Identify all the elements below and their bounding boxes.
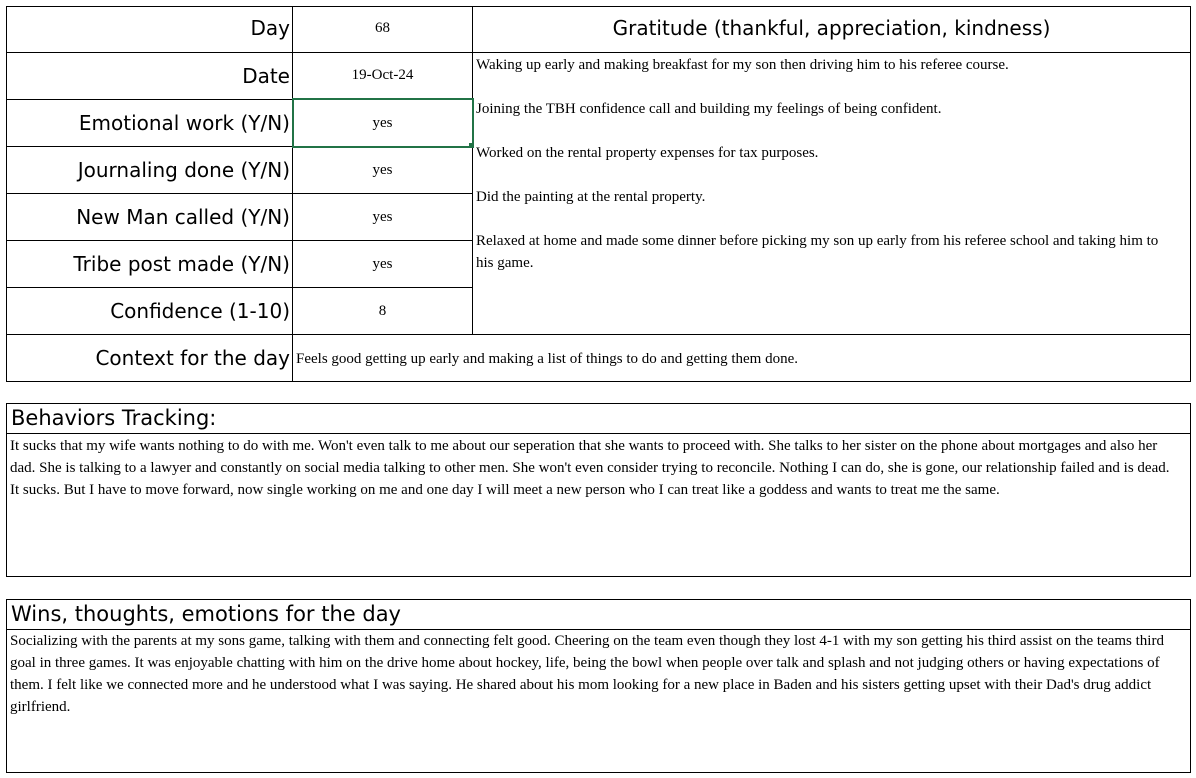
row-label: Day bbox=[250, 16, 290, 40]
fill-handle[interactable] bbox=[469, 143, 474, 148]
table-col-sep-1 bbox=[292, 6, 293, 382]
table-col-sep-2 bbox=[472, 6, 473, 335]
wins-title: Wins, thoughts, emotions for the day bbox=[11, 602, 401, 626]
value-tribe-post[interactable]: yes bbox=[372, 256, 393, 272]
row-tribe-post bbox=[6, 241, 290, 287]
behaviors-section bbox=[6, 403, 1191, 577]
value-confidence[interactable]: 8 bbox=[378, 303, 387, 319]
gratitude-item[interactable]: Did the painting at the rental property. bbox=[476, 189, 706, 205]
row-label: Date bbox=[242, 64, 290, 88]
value-new-man-called[interactable]: yes bbox=[372, 209, 393, 225]
row-label: New Man called (Y/N) bbox=[76, 205, 290, 229]
behaviors-header-sep bbox=[7, 433, 1190, 434]
wins-section bbox=[6, 599, 1191, 773]
value-journaling[interactable]: yes bbox=[372, 162, 393, 178]
table-border-bottom bbox=[6, 381, 1191, 382]
gratitude-item[interactable]: Waking up early and making breakfast for my son then driving him to his referee course. bbox=[476, 57, 1009, 73]
row-day bbox=[6, 6, 290, 52]
row-label: Confidence (1-10) bbox=[110, 299, 290, 323]
gratitude-title: Gratitude (thankful, appreciation, kindness) bbox=[612, 16, 1051, 40]
value-context[interactable]: Feels good getting up early and making a list of things to do and getting them done. bbox=[296, 351, 799, 367]
value-emotional-work[interactable]: yes bbox=[372, 115, 393, 131]
wins-text[interactable]: Socializing with the parents at my sons game, talking with them and connecting felt good. Cheering on the team even though they lost 4-1 with my son getting his third assist on the teams third goal in three games. It was enjoyable chatting with him on the drive home about hockey, life, being the bowl when people over talk and splash and not judging others or having expectations of them. I felt like we connected more and he understood what I was saying. He shared about his mom looking for a new place in Baden and his sisters getting upset with their Dad's drug addict girlfriend. bbox=[10, 633, 1164, 715]
row-label: Tribe post made (Y/N) bbox=[73, 252, 290, 276]
gratitude-header-sep bbox=[472, 52, 1191, 53]
value-date[interactable]: 19-Oct-24 bbox=[351, 67, 414, 83]
row-label: Journaling done (Y/N) bbox=[77, 158, 290, 182]
row-journaling bbox=[6, 147, 290, 193]
value-day[interactable]: 68 bbox=[375, 20, 390, 36]
row-context bbox=[6, 335, 290, 381]
gratitude-item[interactable]: Worked on the rental property expenses for tax purposes. bbox=[476, 145, 819, 161]
row-confidence bbox=[6, 288, 290, 334]
row-label: Emotional work (Y/N) bbox=[78, 111, 290, 135]
behaviors-title: Behaviors Tracking: bbox=[11, 406, 217, 430]
row-emotional-work bbox=[6, 100, 290, 146]
row-new-man-called bbox=[6, 194, 290, 240]
row-label: Context for the day bbox=[95, 346, 290, 370]
behaviors-text[interactable]: It sucks that my wife wants nothing to do with me. Won't even talk to me about our seperation that she wants to proceed with. She talks to her sister on the phone about mortgages and also her dad. She is talking to a lawyer and constantly on social media talking to other men. She won't even consider trying to reconcile. Nothing I can do, she is gone, our relationship failed and is dead. It sucks. But I have to move forward, now single working on me and one day I will meet a new person who I can treat like a goddess and wants to treat me the same. bbox=[10, 438, 1170, 498]
table-border-right bbox=[1190, 6, 1191, 382]
gratitude-item[interactable]: Relaxed at home and made some dinner before picking my son up early from his referee school and taking him to his game. bbox=[476, 233, 1159, 271]
row-date bbox=[6, 53, 290, 99]
gratitude-item[interactable]: Joining the TBH confidence call and building my feelings of being confident. bbox=[476, 101, 942, 117]
